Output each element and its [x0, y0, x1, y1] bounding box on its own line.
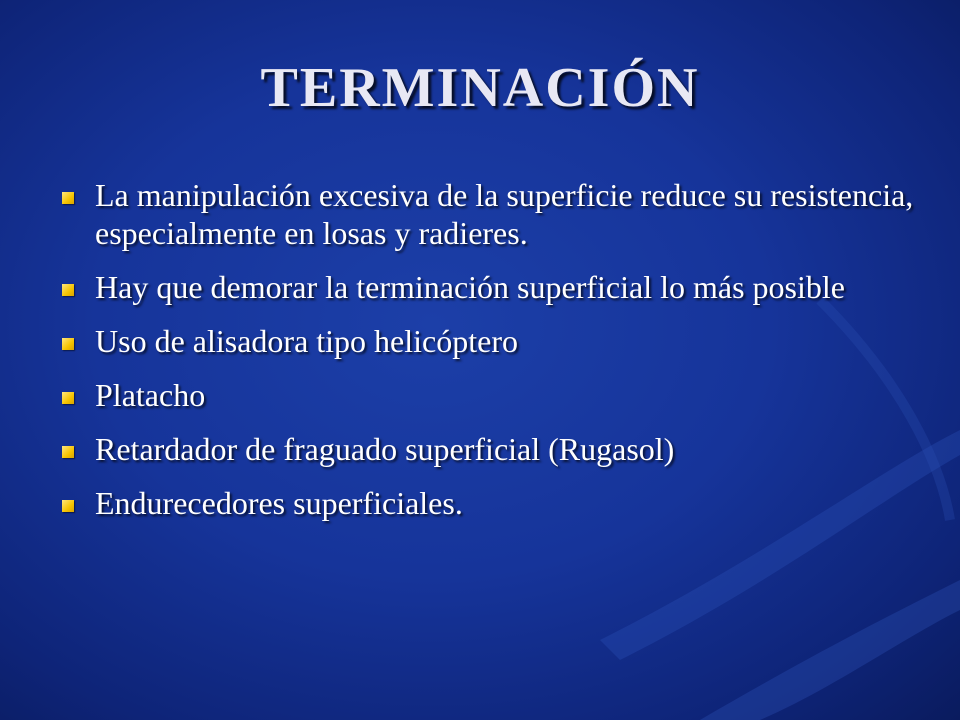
square-bullet-icon	[62, 500, 74, 512]
bullet-text: Hay que demorar la terminación superficial lo más posible	[95, 269, 845, 305]
bullet-item	[60, 484, 920, 522]
bullet-text: Platacho	[95, 377, 206, 413]
bullet-item	[60, 268, 920, 306]
square-bullet-icon	[62, 338, 74, 350]
bullet-text: Endurecedores superficiales.	[95, 485, 463, 521]
square-bullet-icon	[62, 446, 74, 458]
bullet-text: Retardador de fraguado superficial (Rugasol)	[95, 431, 675, 467]
square-bullet-icon	[62, 284, 74, 296]
bullet-item	[60, 376, 920, 414]
bullet-item	[60, 430, 920, 468]
bullet-text: La manipulación excesiva de la superficie reduce su resistencia, especialmente en losas y radieres.	[95, 177, 914, 251]
slide-title: TERMINACIÓN	[260, 57, 700, 119]
square-bullet-icon	[62, 192, 74, 204]
square-bullet-icon	[62, 392, 74, 404]
bullet-item	[60, 322, 920, 360]
bullet-text: Uso de alisadora tipo helicóptero	[95, 323, 518, 359]
bullet-list	[60, 176, 920, 538]
bullet-item	[60, 176, 920, 252]
